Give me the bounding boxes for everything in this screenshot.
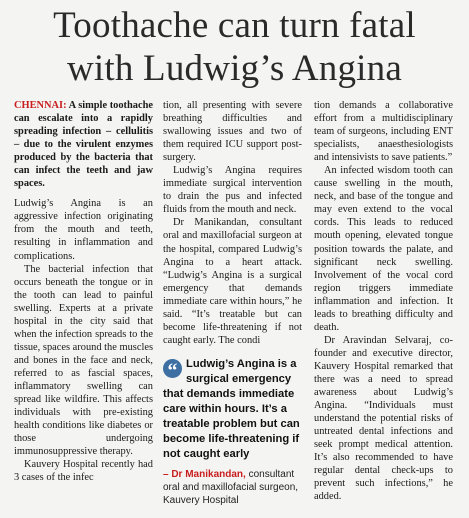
attribution-role: consultant oral and maxillofacial surgeon, Kauvery Hospital — [163, 469, 299, 506]
paragraph: Ludwig’s Angina is an aggressive infection originating from the mouth and teeth, resulting in inflammation and complications. — [14, 198, 153, 262]
article-column-1 — [14, 99, 153, 484]
paragraph: An infected wisdom tooth can cause swelling in the mouth, neck, and base of the tongue and may even extend to the vocal cords. This leads to reduced mouth opening, elevated tongue position towards the palate, and significant neck swelling. Involvement of the vocal cord region triggers immediate inflammation and infection. It leads to breathing difficulty and death. — [314, 165, 453, 333]
article-column-3 — [314, 99, 453, 503]
headline-line-1: Toothache can turn fatal — [53, 5, 416, 46]
paragraph: Dr Aravindan Selvaraj, co-founder and executive director, Kauvery Hospital remarked that there was a need to spread awareness about Ludwig’s Angina. “Individuals must understand the potential risks of untreated dental infections and seek prompt medical attention. It’s also recommended to have regular dental check-ups to prevent such infections,” he added. — [314, 334, 453, 503]
quote-mark-icon: “ — [163, 359, 182, 378]
headline — [0, 4, 469, 90]
dateline: CHENNAI: — [14, 100, 67, 111]
lede-text: A simple toothache can escalate into a rapidly spreading infection – cellulitis – due to the virulent enzymes produced by the bacteria that can infect the teeth and jaw spaces. — [14, 100, 153, 190]
pull-quote-text: that demands immediate care within hours. It’s a treatable problem but can become life-threatening if not caught early — [163, 388, 300, 460]
paragraph: Kauvery Hospital recently had 3 cases of the infec — [14, 459, 153, 484]
paragraph: The bacterial infection that occurs beneath the tongue or in the tooth can lead to painful swelling. Experts at a private hospital in the city said that when the infection spreads to the tissue, spaces around the muscles and bones in the face and neck, referred to as fascial spaces, inflammatory swelling can spread like wildfire. This affects individuals with pre-existing health conditions like diabetes or those undergoing immunosuppressive therapy. — [14, 263, 153, 458]
headline-line-2: with Ludwig’s Angina — [67, 48, 402, 89]
attribution-name: – Dr Manikandan, — [163, 469, 246, 480]
paragraph: Ludwig’s Angina requires immediate surgical intervention to drain the pus and infected fluids from the mouth and neck. — [163, 165, 302, 216]
article-column-2 — [163, 99, 302, 347]
pull-quote — [163, 357, 303, 507]
article-lede — [14, 99, 153, 190]
pull-quote-text-lead: Ludwig’s Angina is a surgical emergency — [186, 358, 297, 385]
paragraph: tion, all presenting with severe breathing difficulties and swallowing issues and two of them required ICU support post-surgery. — [163, 100, 302, 164]
paragraph: Dr Manikandan, consultant oral and maxillofacial surgeon at the hospital, compared Ludwig’s Angina to a heart attack. “Ludwig’s Angina is a surgical emergency that demands immediate care within hours,” he said. “It’s treatable but can become life-threatening if not caught early. The condi — [163, 217, 302, 346]
pull-quote-attribution — [163, 468, 303, 507]
paragraph: tion demands a collaborative effort from a multidisciplinary team of surgeons, including ENT specialists, anaesthesiologists and intensivists to save patients.” — [314, 100, 453, 164]
